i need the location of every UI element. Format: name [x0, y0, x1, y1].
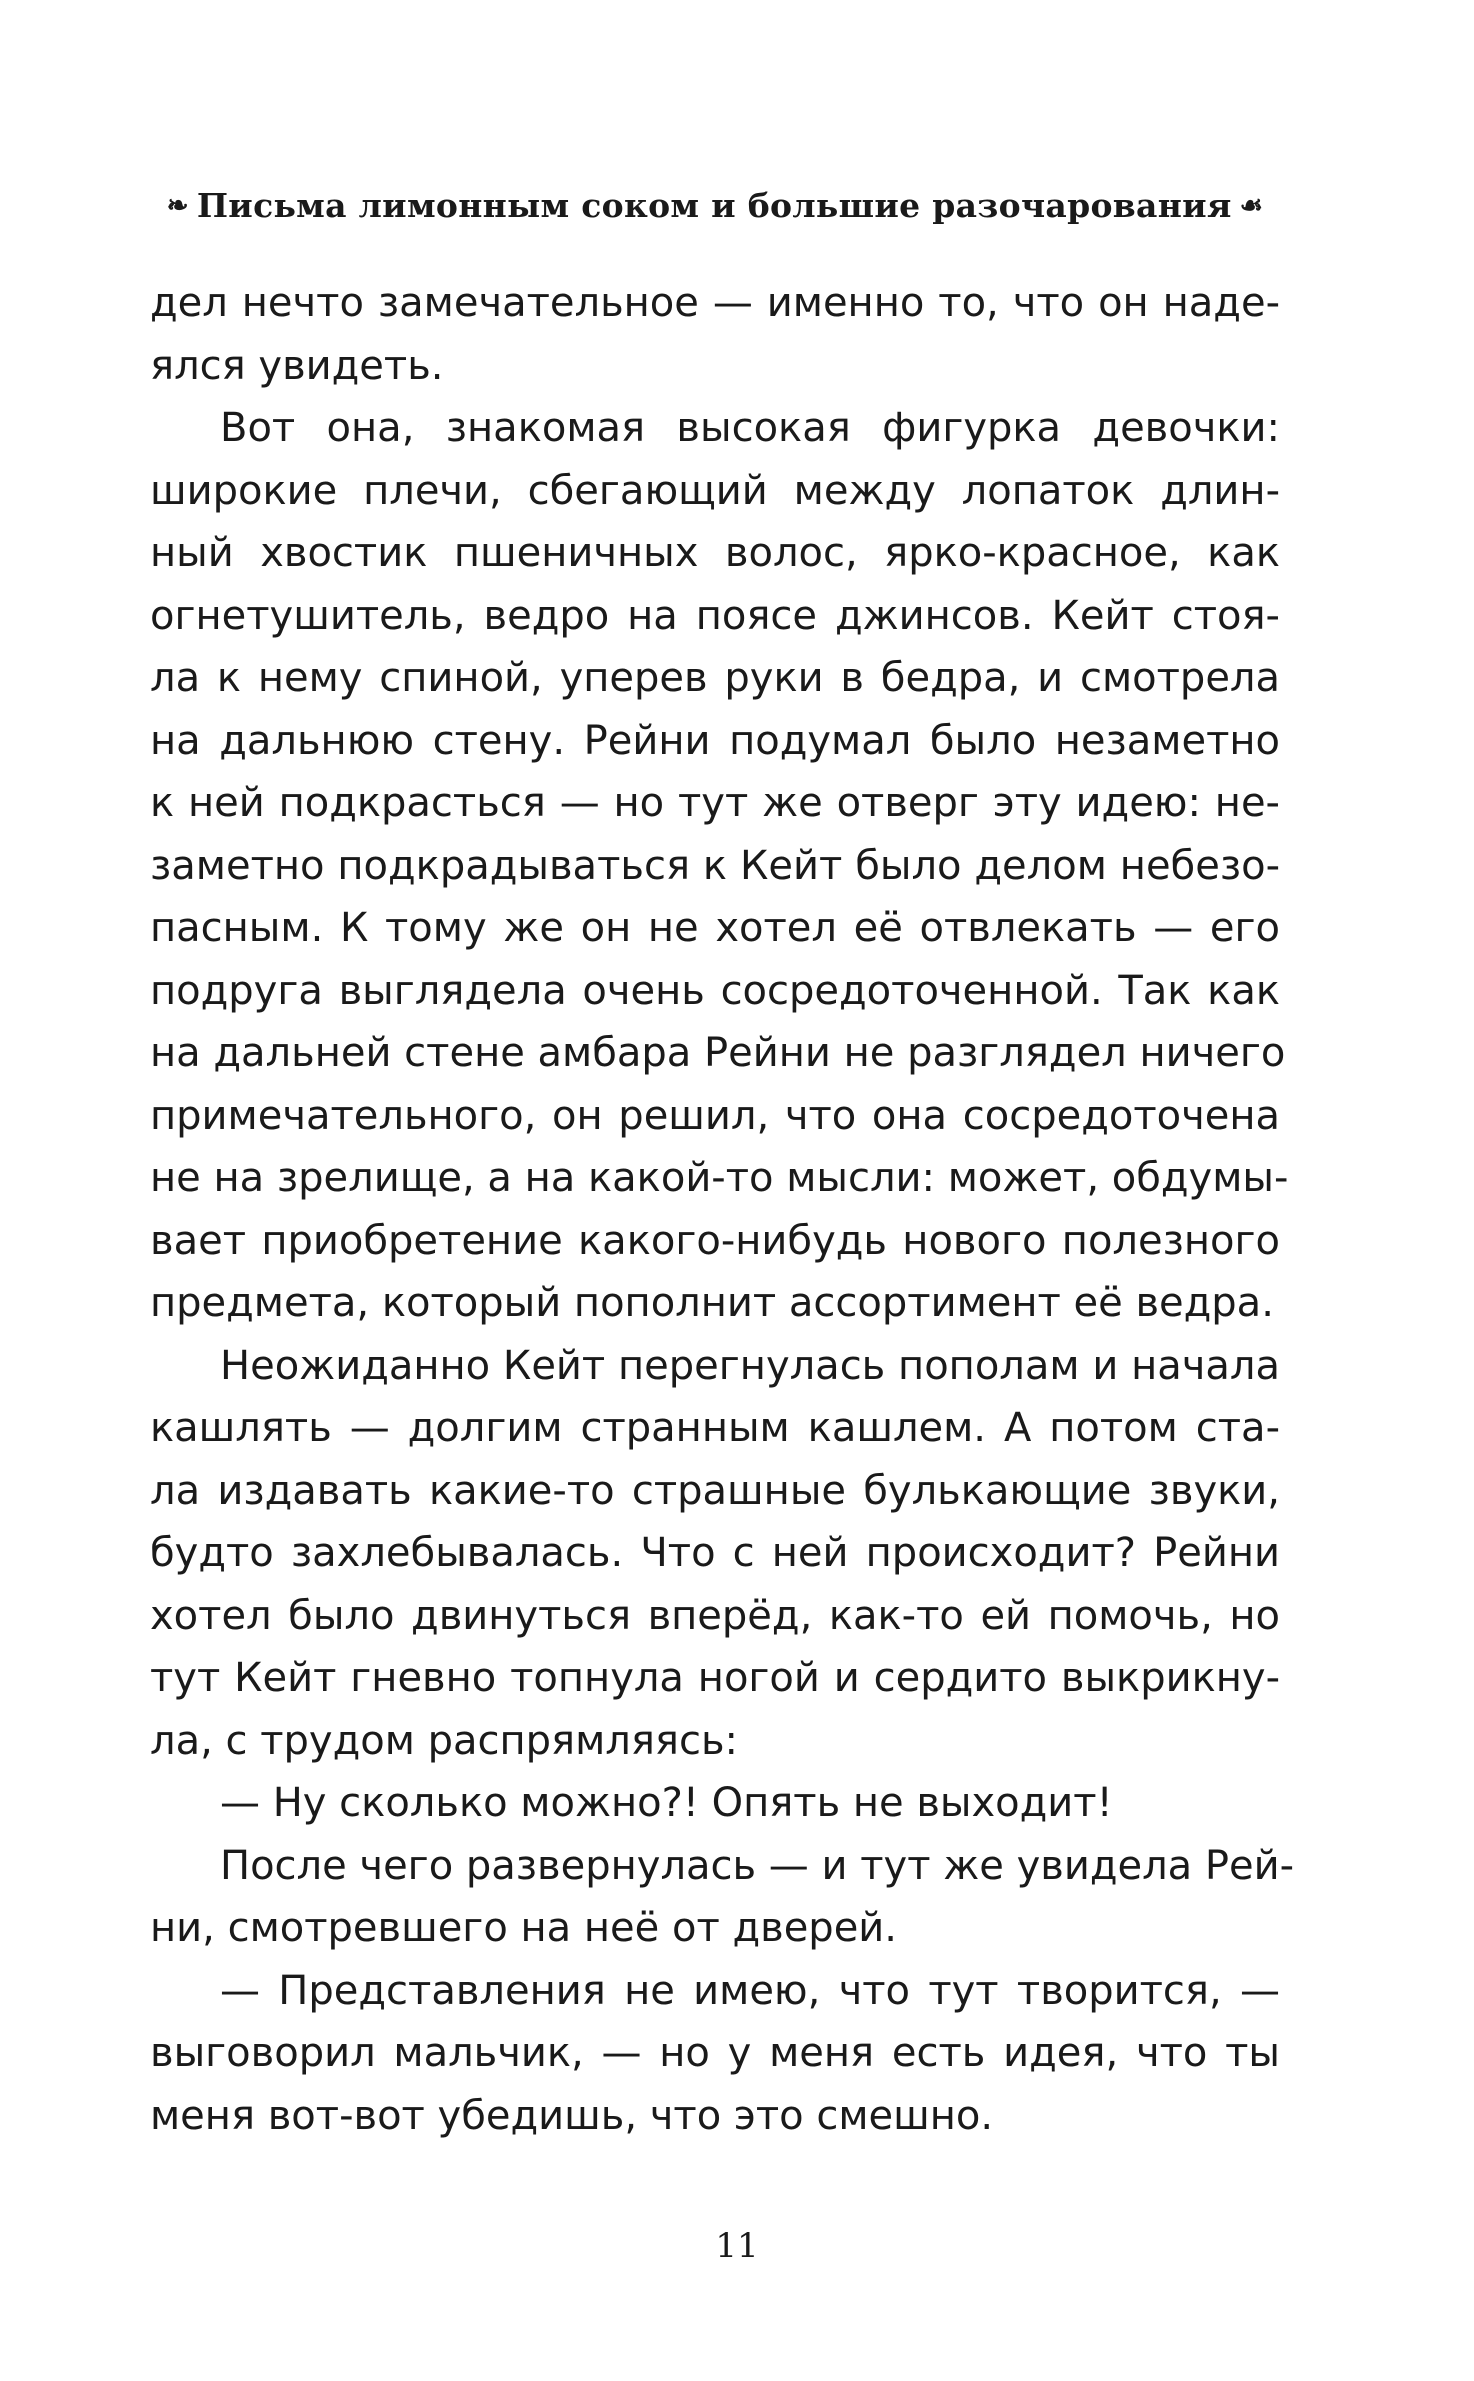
text-line: подруга выглядела очень сосредоточенной. Так как	[150, 967, 1280, 1014]
text-line: вает приобретение какого-нибудь нового полезного	[150, 1217, 1280, 1264]
text-line: меня вот-вот убедишь, что это смешно.	[150, 2092, 994, 2139]
right-fleuron-ornament: ☙	[1239, 191, 1264, 221]
body-text	[150, 272, 1295, 2147]
text-line: Неожиданно Кейт перегнулась пополам и начала	[220, 1342, 1280, 1389]
text-line: на дальней стене амбара Рейни не разглядел ничего	[150, 1030, 1286, 1076]
text-line: на дальнюю стену. Рейни подумал было незаметно	[150, 717, 1280, 764]
text-line: огнетушитель, ведро на поясе джинсов. Кейт стоя-	[150, 592, 1280, 639]
running-header	[150, 186, 1280, 225]
text-line: — Представления не имею, что тут творится, —	[220, 1967, 1280, 2014]
text-line: Вот она, знакомая высокая фигурка девочки:	[220, 405, 1280, 451]
text-line: широкие плечи, сбегающий между лопаток длин-	[150, 467, 1280, 514]
text-line: заметно подкрадываться к Кейт было делом небезо-	[150, 842, 1280, 889]
text-line: дел нечто замечательное — именно то, что он наде-	[150, 280, 1280, 326]
page-number: 11	[715, 2226, 759, 2266]
text-line: ла, с трудом распрямляясь:	[150, 1717, 739, 1764]
text-line: ла к нему спиной, уперев руки в бедра, и смотрела	[150, 655, 1280, 701]
text-line: ный хвостик пшеничных волос, ярко-красное, как	[150, 530, 1280, 576]
text-line: кашлять — долгим странным кашлем. А потом ста-	[150, 1405, 1280, 1451]
text-line: — Ну сколько можно?! Опять не выходит!	[220, 1780, 1113, 1826]
running-header-title: Письма лимонным соком и большие разочарования	[196, 186, 1232, 225]
text-line: предмета, который пополнит ассортимент её ведра.	[150, 1280, 1274, 1326]
text-line: к ней подкрасться — но тут же отверг эту идею: не-	[150, 780, 1280, 826]
text-line: хотел было двинуться вперёд, как-то ей помочь, но	[150, 1592, 1280, 1639]
text-line: После чего развернулась — и тут же увидела Рей-	[220, 1842, 1295, 1889]
text-line: будто захлебывалась. Что с ней происходит? Рейни	[150, 1530, 1280, 1576]
text-line: ни, смотревшего на неё от дверей.	[150, 1905, 898, 1951]
text-line: тут Кейт гневно топнула ногой и сердито выкрикну-	[150, 1655, 1280, 1701]
left-fleuron-ornament: ❧	[166, 191, 189, 221]
text-line: выговорил мальчик, — но у меня есть идея, что ты	[150, 2030, 1280, 2076]
text-line: пасным. К тому же он не хотел её отвлекать — его	[150, 905, 1280, 951]
text-line: ла издавать какие-то страшные булькающие звуки,	[150, 1467, 1280, 1514]
text-line: не на зрелище, а на какой-то мысли: может, обдумы-	[150, 1155, 1289, 1201]
text-line: примечательного, он решил, что она сосредоточена	[150, 1092, 1280, 1139]
text-line: ялся увидеть.	[150, 342, 444, 389]
